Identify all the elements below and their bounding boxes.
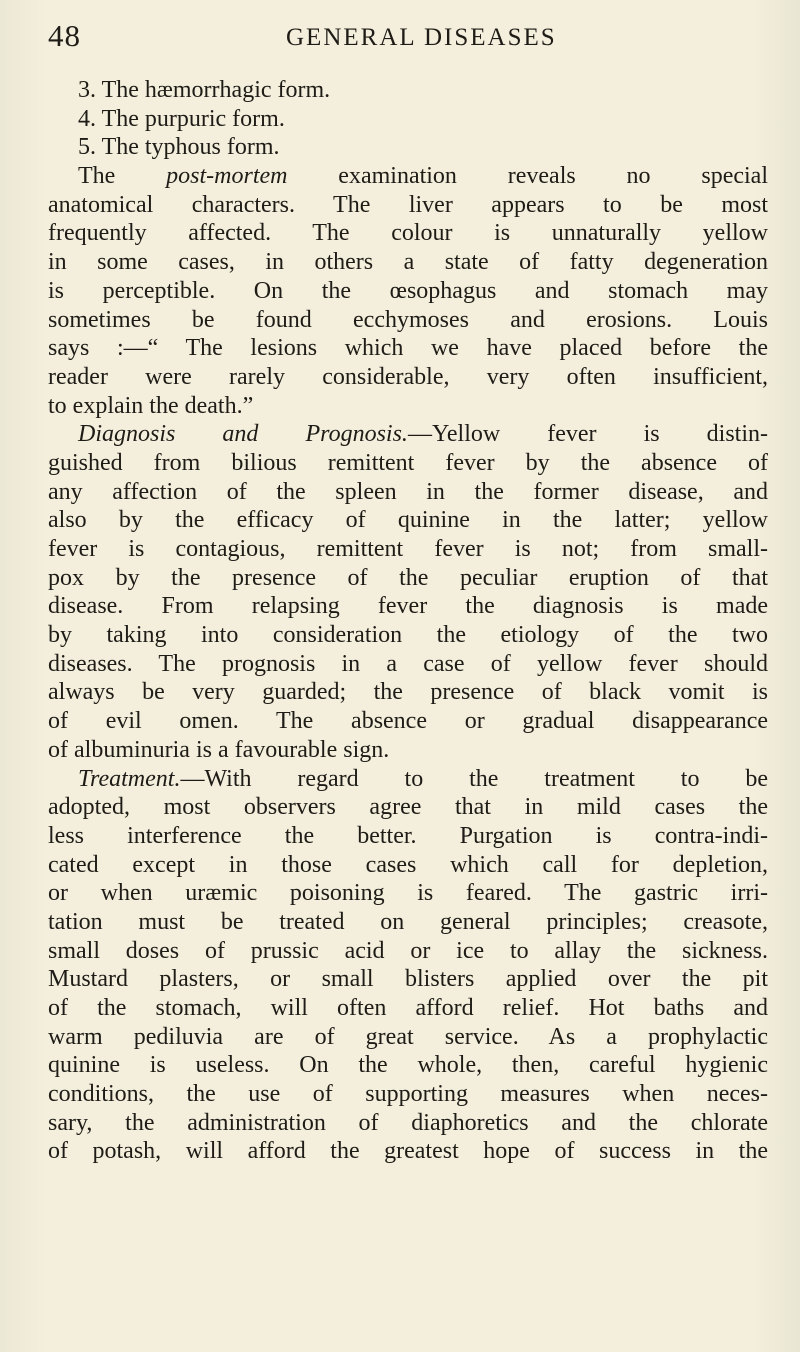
list-item-haemorrhagic-form: 3. The hæmorrhagic form.: [78, 77, 331, 103]
body-text: [48, 76, 768, 1166]
running-head: GENERAL DISEASES: [286, 24, 557, 51]
treatment-paragraph-line: cated except in those cases which call for depletion,: [48, 851, 768, 878]
treatment-paragraph-line: of potash, will afford the greatest hope of success in the: [48, 1138, 768, 1165]
diagnosis-paragraph-last-line: of albuminuria is a favourable sign.: [48, 736, 390, 763]
post-mortem-paragraph-line: reader were rarely considerable, very often insufficient,: [48, 363, 768, 390]
treatment-paragraph-line: less interference the better. Purgation is contra-indi-: [48, 822, 768, 849]
page-header: [48, 16, 768, 56]
treatment-paragraph-line: small doses of prussic acid or ice to allay the sickness.: [48, 937, 768, 964]
treatment-paragraph-line: tation must be treated on general principles; creasote,: [48, 908, 768, 935]
treatment-paragraph-line: adopted, most observers agree that in mild cases the: [48, 794, 768, 821]
treatment-paragraph-line: conditions, the use of supporting measures when neces-: [48, 1081, 768, 1108]
diagnosis-paragraph-line: of evil omen. The absence or gradual disappearance: [48, 708, 768, 735]
diagnosis-paragraph-line: diseases. The prognosis in a case of yellow fever should: [48, 650, 768, 677]
post-mortem-paragraph-line: says :—“ The lesions which we have placed before the: [48, 335, 768, 362]
treatment-paragraph-line: quinine is useless. On the whole, then, careful hygienic: [48, 1052, 768, 1079]
diagnosis-paragraph-line: also by the efficacy of quinine in the latter; yellow: [48, 507, 768, 534]
diagnosis-paragraph-line-1: Diagnosis and Prognosis.—Yellow fever is distin-: [78, 421, 768, 448]
post-mortem-paragraph-line: sometimes be found ecchymoses and erosions. Louis: [48, 306, 768, 333]
post-mortem-paragraph-line: is perceptible. On the œsophagus and stomach may: [48, 277, 768, 304]
diagnosis-paragraph-line: any affection of the spleen in the former disease, and: [48, 478, 768, 505]
treatment-paragraph-line: or when uræmic poisoning is feared. The gastric irri-: [48, 880, 768, 907]
diagnosis-paragraph-line: guished from bilious remittent fever by the absence of: [48, 449, 768, 476]
diagnosis-paragraph-line: disease. From relapsing fever the diagnosis is made: [48, 593, 768, 620]
treatment-paragraph-line: sary, the administration of diaphoretics and the chlorate: [48, 1109, 768, 1136]
diagnosis-paragraph-line: by taking into consideration the etiology of the two: [48, 622, 768, 649]
post-mortem-paragraph-line: in some cases, in others a state of fatty degeneration: [48, 249, 768, 276]
post-mortem-paragraph-line: anatomical characters. The liver appears to be most: [48, 191, 768, 218]
list-item-purpuric-form: 4. The purpuric form.: [78, 105, 285, 132]
treatment-paragraph-line: Mustard plasters, or small blisters applied over the pit: [48, 966, 768, 993]
post-mortem-paragraph-line: frequently affected. The colour is unnaturally yellow: [48, 220, 768, 247]
diagnosis-paragraph-line: always be very guarded; the presence of black vomit is: [48, 679, 768, 706]
page-number: 48: [48, 18, 81, 53]
list-item-typhous-form: 5. The typhous form.: [78, 134, 280, 161]
treatment-paragraph-line-1: Treatment.—With regard to the treatment to be: [78, 765, 768, 792]
post-mortem-paragraph-last-line: to explain the death.”: [48, 392, 254, 419]
diagnosis-paragraph-line: fever is contagious, remittent fever is not; from small-: [48, 536, 768, 562]
treatment-paragraph-line: warm pediluvia are of great service. As a prophylactic: [48, 1023, 768, 1050]
diagnosis-paragraph-line: pox by the presence of the peculiar eruption of that: [48, 564, 768, 591]
post-mortem-paragraph-line-1: The post-mortem examination reveals no special: [78, 163, 768, 190]
treatment-paragraph-line: of the stomach, will often afford relief. Hot baths and: [48, 995, 768, 1021]
